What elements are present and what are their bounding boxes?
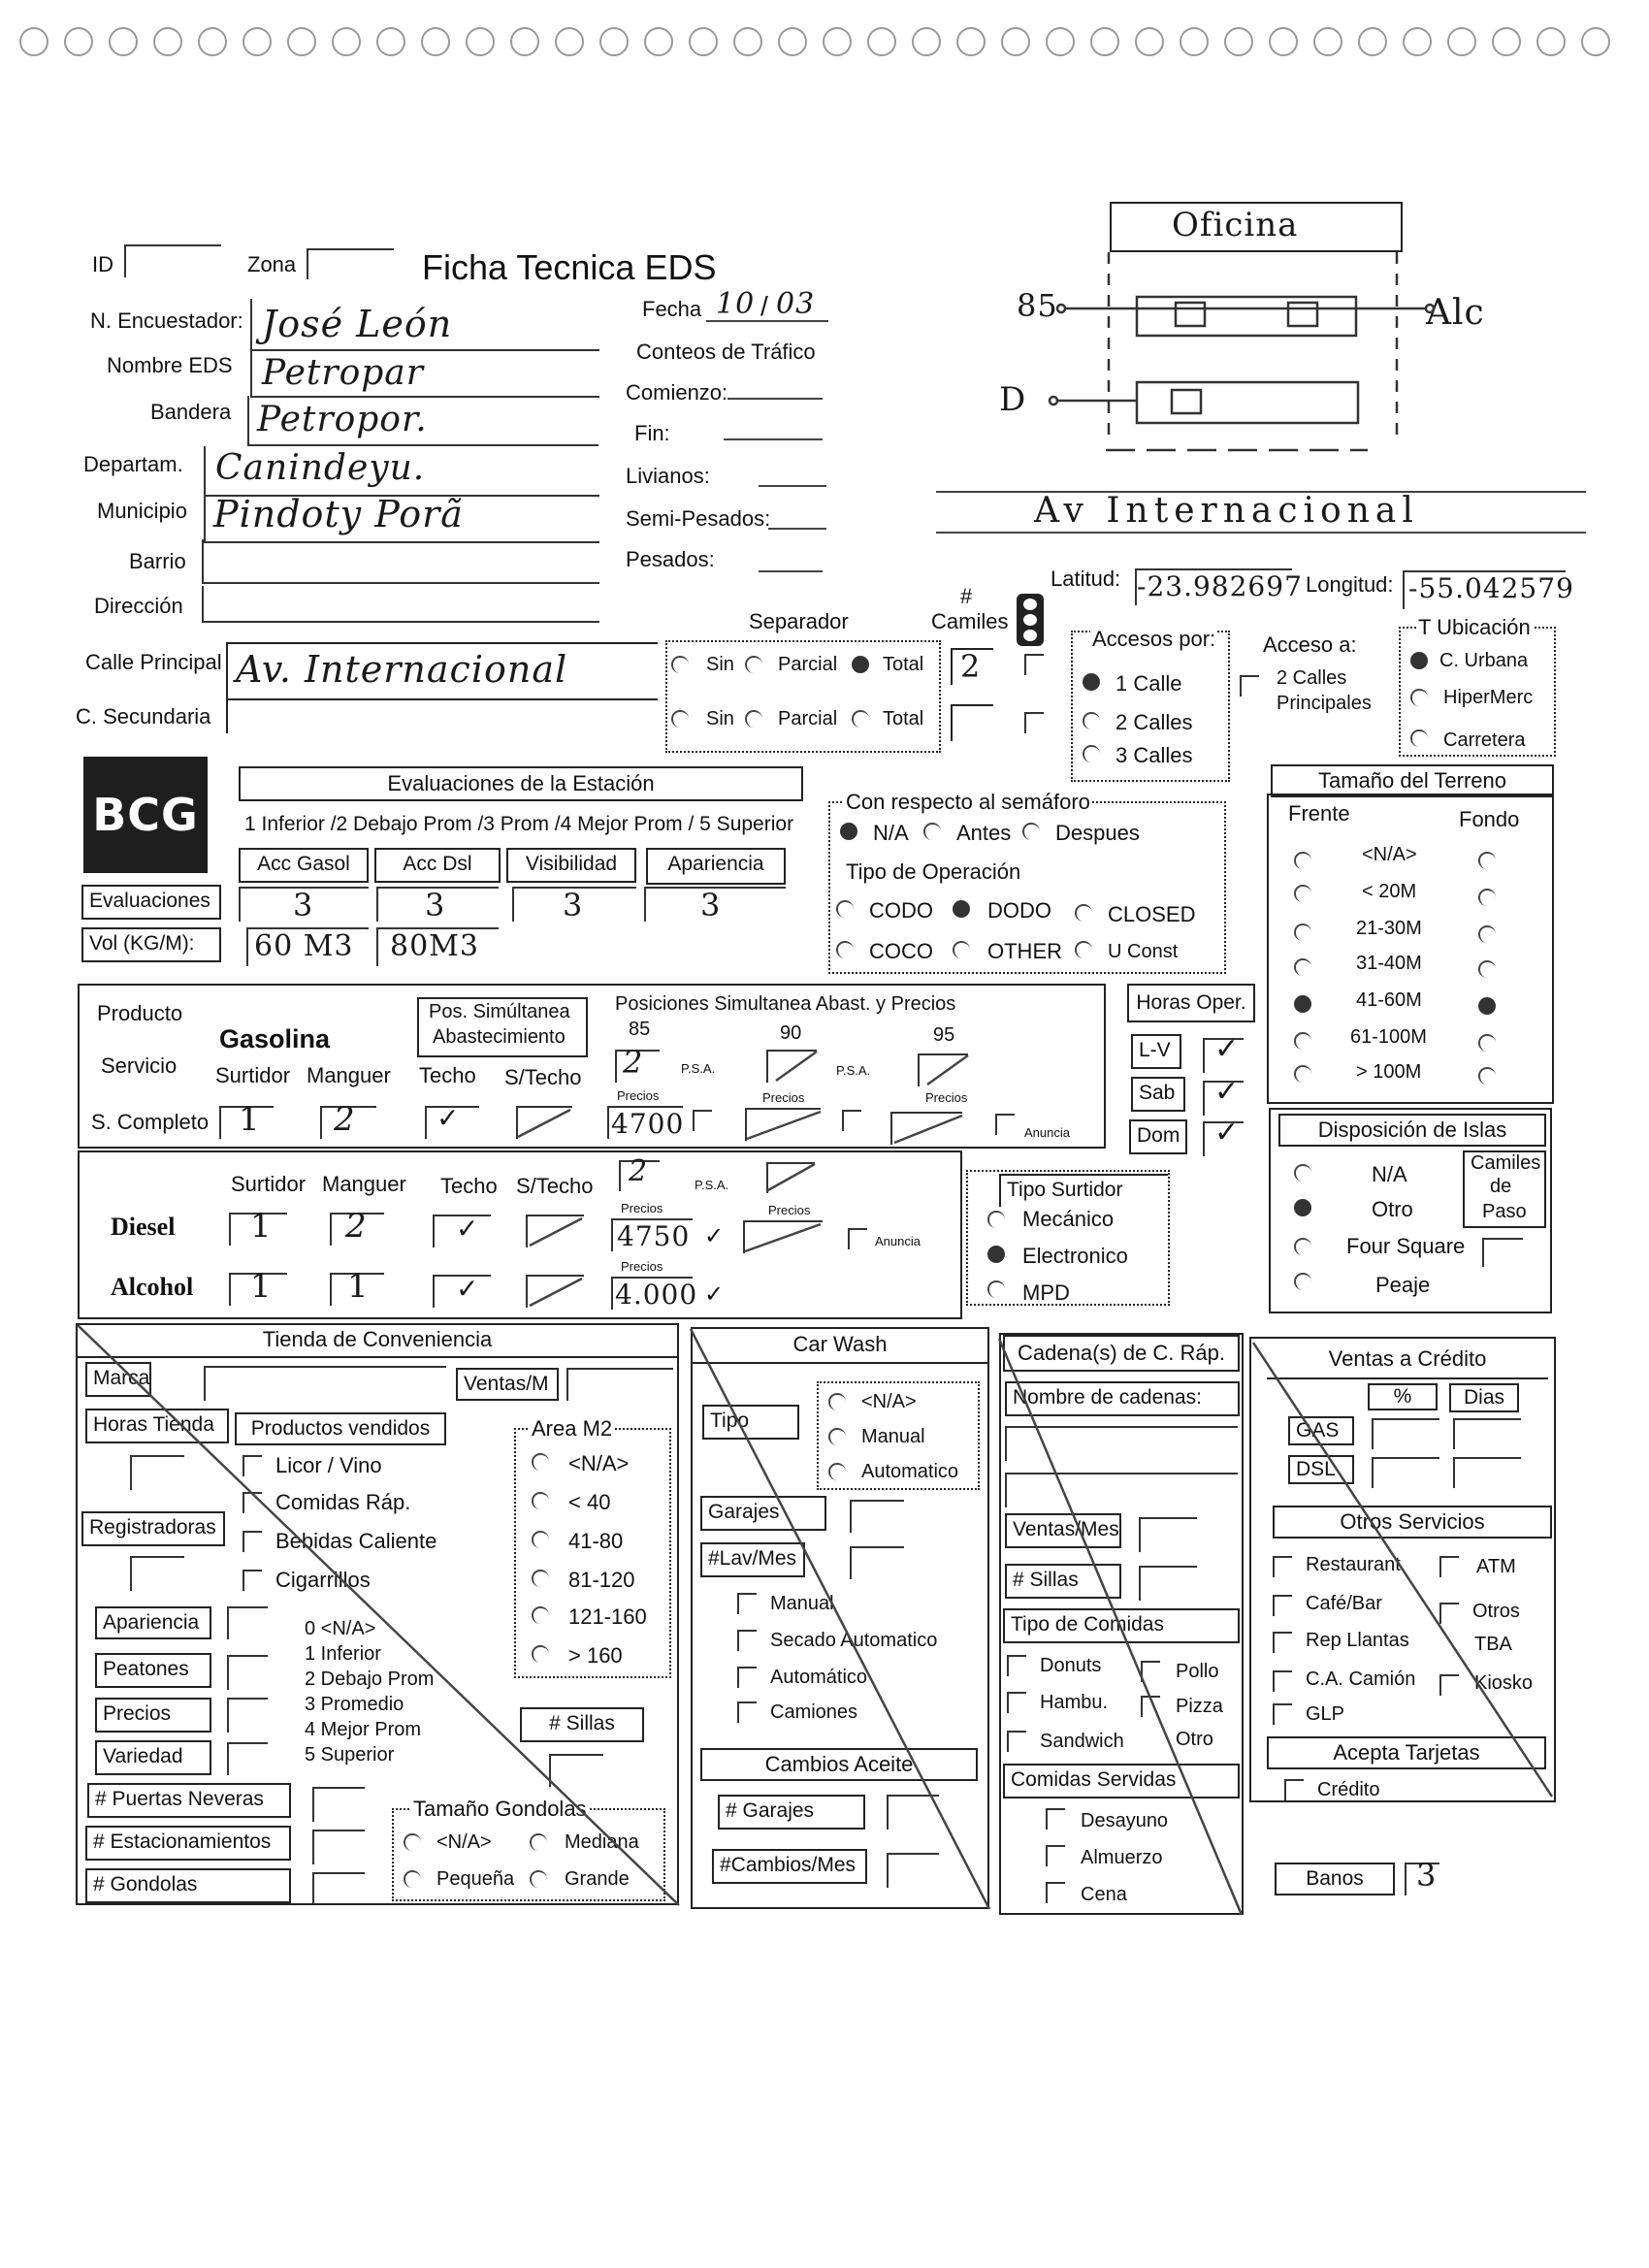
surtidor-mpd: MPD: [1022, 1280, 1070, 1305]
op-codo: CODO: [869, 898, 933, 923]
carwash-strike: [691, 1329, 989, 1909]
encuestador-label: N. Encuestador:: [90, 308, 243, 333]
municipio-label: Municipio: [97, 499, 187, 523]
prod-cigarrillos: Cigarrillos: [275, 1568, 371, 1592]
terreno-title: Tamaño del Terreno: [1271, 764, 1554, 797]
islas-peaje: Peaje: [1375, 1273, 1431, 1297]
cadenas-strike: [999, 1339, 1242, 1915]
carwash-garajes: Garajes: [700, 1496, 826, 1531]
tienda-estacionamientos: # Estacionamientos: [85, 1826, 291, 1861]
cambios-mes: #Cambios/Mes: [712, 1849, 867, 1884]
alc-precio-value: 4.000: [615, 1279, 698, 1311]
area-na: <N/A>: [568, 1451, 630, 1475]
sketch-left-top: 85: [1017, 287, 1058, 324]
tienda-title: Tienda de Conveniencia: [78, 1325, 677, 1358]
tienda-gondolas: # Gondolas: [85, 1868, 291, 1903]
pos-sim-precios: Posiciones Simultanea Abast. y Precios: [615, 993, 956, 1015]
fecha-month: 03: [776, 287, 816, 321]
camiles-paso-1: Camiles: [1471, 1152, 1541, 1174]
prod-comidas: Comidas Ráp.: [275, 1490, 411, 1514]
carwash-opt-camiones: Camiones: [770, 1701, 858, 1723]
ubicacion-urbana: C. Urbana: [1439, 650, 1529, 671]
departam-value: Canindeyu.: [215, 448, 426, 488]
eval-precios-label: Precios: [95, 1698, 211, 1733]
page-title: Ficha Tecnica EDS: [422, 247, 717, 287]
fin-label: Fin:: [634, 421, 670, 445]
alc-anuncia-check: ✓: [704, 1281, 725, 1308]
carwash-tipo: Tipo: [702, 1405, 799, 1440]
municipio-value: Pindoty Porã: [213, 493, 464, 535]
comida-donuts: Donuts: [1040, 1655, 1102, 1676]
sep1-camiles-value: 2: [960, 648, 982, 685]
sketch-oficina: Oficina: [1172, 206, 1299, 244]
horas-lv-check: ✓: [1214, 1032, 1241, 1066]
terreno-opt-0: <N/A>: [1362, 844, 1417, 865]
cadenas-ventas-mes: Ventas/Mes: [1005, 1513, 1121, 1548]
sep1-parcial: Parcial: [778, 654, 838, 675]
semaforo-title: Con respecto al semáforo: [846, 790, 1090, 814]
horas-sab: Sab: [1131, 1077, 1185, 1112]
islas-na: N/A: [1372, 1162, 1407, 1186]
gas-techo-header: Techo: [419, 1063, 476, 1087]
area-41-80: 41-80: [568, 1529, 624, 1553]
gas-precio85-value: 4700: [611, 1108, 685, 1140]
gas-precios-90-label: Precios: [762, 1090, 805, 1105]
otros-atm: ATM: [1476, 1556, 1516, 1577]
tarjetas-title: Acepta Tarjetas: [1267, 1736, 1546, 1769]
eval-apariencia-value: 3: [700, 887, 722, 923]
scale-3: 3 Promedio: [305, 1694, 404, 1715]
carwash-na: <N/A>: [861, 1391, 917, 1412]
gasolina-label: Gasolina: [219, 1024, 331, 1053]
ubicacion-carretera: Carretera: [1443, 729, 1526, 751]
horas-sab-check: ✓: [1214, 1075, 1241, 1109]
area-title: Area M2: [532, 1416, 613, 1441]
sketch-left-bottom: D: [999, 380, 1027, 419]
alc-surtidor-value: 1: [250, 1267, 273, 1306]
gas-psa-90: P.S.A.: [836, 1063, 871, 1078]
carwash-opt-automatico: Automático: [770, 1667, 868, 1688]
gas-techo-check: ✓: [436, 1102, 461, 1134]
tarjetas-credito: Crédito: [1317, 1779, 1380, 1800]
credito-gas: GAS: [1288, 1416, 1354, 1445]
cambios-garajes: # Garajes: [718, 1795, 865, 1830]
tienda-strike: [78, 1325, 679, 1905]
acceso-a-option-2: Principales: [1277, 693, 1372, 714]
cadenas-title: Cadena(s) de C. Ráp.: [1003, 1335, 1240, 1372]
octane-95: 95: [933, 1024, 955, 1046]
area-121-160: 121-160: [568, 1604, 647, 1629]
otros-title: Otros Servicios: [1273, 1506, 1552, 1539]
dsl-precios-label-2: Precios: [768, 1203, 811, 1217]
tienda-productos-title: Productos vendidos: [235, 1412, 446, 1445]
sep2-sin: Sin: [706, 708, 734, 729]
terreno-opt-5: 61-100M: [1350, 1026, 1427, 1048]
calle-principal-label: Calle Principal: [85, 650, 222, 674]
semaforo-despues: Despues: [1055, 821, 1140, 845]
diesel-label: Diesel: [111, 1213, 176, 1241]
tienda-horas: Horas Tienda: [85, 1409, 229, 1443]
header-apariencia: Apariencia: [646, 848, 786, 885]
id-label: ID: [92, 252, 113, 276]
producto-label: Producto: [97, 1001, 183, 1025]
header-acc-gasol: Acc Gasol: [239, 848, 369, 883]
carwash-opt-secado: Secado Automatico: [770, 1630, 938, 1651]
servicio-label: Servicio: [101, 1053, 178, 1078]
pesados-label: Pesados:: [626, 547, 715, 571]
semaforo-na: N/A: [873, 821, 909, 845]
banos-label: Banos: [1275, 1863, 1395, 1895]
terreno-opt-3: 31-40M: [1356, 953, 1422, 974]
cadenas-sillas: # Sillas: [1005, 1564, 1121, 1599]
gondola-mediana: Mediana: [565, 1831, 639, 1853]
surtidor-electronico: Electronico: [1022, 1244, 1128, 1268]
bcg-logo: BCG: [83, 757, 208, 873]
servidas-title: Comidas Servidas: [1003, 1764, 1240, 1798]
eval-variedad-label: Variedad: [95, 1740, 211, 1775]
surtidor-mecanico: Mecánico: [1022, 1207, 1115, 1231]
prod-licor: Licor / Vino: [275, 1453, 382, 1477]
sep1-sin: Sin: [706, 654, 734, 675]
dsl-surtidor-header: Surtidor: [231, 1172, 307, 1196]
departam-label: Departam.: [83, 452, 183, 476]
otros-tba: TBA: [1474, 1634, 1512, 1655]
bandera-value: Petropor.: [257, 400, 428, 439]
horas-dom: Dom: [1129, 1119, 1187, 1154]
tienda-ventas-m: Ventas/M: [456, 1368, 559, 1401]
eval-apariencia-label: Apariencia: [95, 1606, 211, 1639]
s-completo-label: S. Completo: [91, 1110, 210, 1134]
carwash-title: Car Wash: [693, 1329, 987, 1364]
dsl-techo-check: ✓: [456, 1213, 480, 1245]
servida-almuerzo: Almuerzo: [1081, 1847, 1163, 1868]
area-40: < 40: [568, 1490, 611, 1514]
gas-surtidor-header: Surtidor: [215, 1063, 291, 1087]
c-secundaria-label: C. Secundaria: [76, 704, 211, 729]
gas-pos85-value: 2: [623, 1044, 644, 1081]
credito-title: Ventas a Crédito: [1267, 1343, 1548, 1379]
latitud-value: -23.982697: [1137, 570, 1303, 602]
otros-restaurant: Restaurant: [1306, 1554, 1401, 1575]
carwash-manual: Manual: [861, 1426, 925, 1447]
gas-precios-85-label: Precios: [617, 1088, 660, 1103]
camiles-paso-2: de: [1490, 1176, 1512, 1197]
dsl-psa-label: P.S.A.: [695, 1178, 729, 1192]
cambios-title: Cambios Aceite: [700, 1748, 978, 1781]
sep2-total: Total: [883, 708, 924, 729]
area-81-120: 81-120: [568, 1568, 635, 1592]
prod-bebidas: Bebidas Caliente: [275, 1529, 437, 1553]
fecha-day: 10: [716, 287, 756, 321]
evaluaciones-scale: 1 Inferior /2 Debajo Prom /3 Prom /4 Mejor Prom / 5 Superior: [244, 813, 794, 835]
islas-otro: Otro: [1372, 1197, 1413, 1221]
terreno-opt-6: > 100M: [1356, 1061, 1422, 1083]
octane-85: 85: [629, 1019, 651, 1040]
dsl-precios-label: Precios: [621, 1201, 663, 1215]
credito-strike: [1253, 1343, 1552, 1797]
comida-pollo: Pollo: [1176, 1661, 1219, 1682]
otros-cafe: Café/Bar: [1306, 1593, 1382, 1614]
sketch-street: Av Internacional: [1034, 491, 1419, 531]
gondola-pequena: Pequeña: [436, 1868, 515, 1890]
horas-dom-check: ✓: [1214, 1116, 1241, 1150]
carwash-lavmes: #Lav/Mes: [700, 1542, 805, 1577]
surtidor-tipo-title: Tipo Surtidor: [999, 1174, 1168, 1207]
dsl-surtidor-value: 1: [250, 1207, 273, 1246]
evaluaciones-title: Evaluaciones de la Estación: [239, 766, 803, 801]
header-visibilidad: Visibilidad: [506, 848, 636, 883]
comida-hambu: Hambu.: [1040, 1692, 1109, 1713]
vol-label: Vol (KG/M):: [81, 927, 221, 962]
terreno-opt-4: 41-60M: [1356, 989, 1422, 1011]
op-dodo: DODO: [987, 898, 1051, 923]
scale-0: 0 <N/A>: [305, 1618, 376, 1639]
accesos-1calle: 1 Calle: [1116, 671, 1182, 696]
horas-title: Horas Oper.: [1127, 984, 1255, 1022]
separador-title: Separador: [749, 609, 849, 633]
eval-acc-dsl-value: 3: [425, 887, 446, 923]
sep2-parcial: Parcial: [778, 708, 838, 729]
credito-dias: Dias: [1449, 1383, 1519, 1412]
gas-psa-85: P.S.A.: [681, 1061, 716, 1076]
terreno-opt-1: < 20M: [1362, 881, 1417, 902]
comida-pizza: Pizza: [1176, 1696, 1223, 1717]
acceso-a-label: Acceso a:: [1263, 632, 1357, 657]
header-acc-dsl: Acc Dsl: [374, 848, 501, 883]
direccion-label: Dirección: [94, 594, 183, 618]
otros-kiosko: Kiosko: [1474, 1672, 1534, 1694]
operacion-title: Tipo de Operación: [846, 859, 1021, 884]
vol-gasol-value: 60 M3: [254, 929, 354, 963]
terreno-opt-2: 21-30M: [1356, 918, 1422, 939]
nombre-eds-value: Petropar: [262, 353, 424, 393]
barrio-label: Barrio: [129, 549, 186, 573]
servida-desayuno: Desayuno: [1081, 1810, 1169, 1831]
banos-value: 3: [1416, 1857, 1438, 1894]
area-160: > 160: [568, 1643, 623, 1668]
tienda-sillas: # Sillas: [520, 1707, 644, 1742]
gondola-grande: Grande: [565, 1868, 630, 1890]
scale-2: 2 Debajo Prom: [305, 1669, 435, 1690]
camiles-paso-3: Paso: [1482, 1201, 1527, 1222]
credito-pct: %: [1368, 1383, 1438, 1410]
scale-5: 5 Superior: [305, 1744, 395, 1766]
semaforo-antes: Antes: [956, 821, 1012, 845]
camiles-label: Camiles: [931, 609, 1009, 633]
scale-1: 1 Inferior: [305, 1643, 381, 1665]
islas-foursquare: Four Square: [1346, 1234, 1466, 1258]
pos-sim-line2: Abastecimiento: [433, 1026, 566, 1048]
carwash-opt-manual: Manual: [770, 1593, 834, 1614]
comida-otro: Otro: [1176, 1729, 1213, 1750]
bandera-label: Bandera: [150, 400, 232, 424]
cadenas-nombre: Nombre de cadenas:: [1005, 1381, 1240, 1416]
longitud-label: Longitud:: [1306, 572, 1394, 597]
alc-precios-label: Precios: [621, 1259, 663, 1274]
fecha-slash: /: [760, 291, 768, 321]
credito-dsl: DSL: [1288, 1455, 1354, 1484]
otros-llantas: Rep Llantas: [1306, 1630, 1409, 1651]
ubicacion-hipermerc: HiperMerc: [1443, 687, 1534, 708]
horas-lv: L-V: [1131, 1034, 1181, 1069]
otros-camion: C.A. Camión: [1306, 1669, 1416, 1690]
alc-manguer-value: 1: [347, 1267, 370, 1306]
encuestador-value: José León: [262, 303, 453, 345]
tienda-registradoras: Registradoras: [81, 1511, 225, 1546]
dsl-precio-value: 4750: [617, 1220, 691, 1252]
dsl-stecho-header: S/Techo: [516, 1174, 594, 1198]
accesos-title: Accesos por:: [1092, 627, 1216, 651]
op-uconst: U Const: [1108, 941, 1179, 962]
camiles-hash: #: [960, 584, 973, 608]
dsl-manguer-value: 2: [345, 1207, 368, 1246]
dsl-techo-header: Techo: [440, 1174, 498, 1198]
op-other: OTHER: [987, 939, 1062, 963]
accesos-2calles: 2 Calles: [1116, 710, 1193, 734]
calle-principal-value: Av. Internacional: [236, 648, 568, 691]
terreno-fondo: Fondo: [1459, 807, 1520, 831]
dsl-pos-value: 2: [629, 1154, 649, 1188]
dsl-anuncia-check: ✓: [704, 1223, 725, 1249]
conteos-label: Conteos de Tráfico: [636, 340, 816, 364]
ubicacion-title: T Ubicación: [1418, 615, 1531, 639]
gas-anuncia-label: Anuncia: [1024, 1125, 1070, 1140]
comienzo-label: Comienzo:: [626, 380, 728, 405]
eval-visibilidad-value: 3: [563, 887, 584, 923]
gas-surtidor-value: 1: [239, 1100, 261, 1139]
livianos-label: Livianos:: [626, 464, 710, 488]
eval-peatones-label: Peatones: [95, 1653, 211, 1688]
otros-otros: Otros: [1472, 1601, 1520, 1622]
comida-sandwich: Sandwich: [1040, 1731, 1124, 1752]
tienda-puertas: # Puertas Neveras: [87, 1783, 291, 1818]
carwash-auto: Automatico: [861, 1461, 959, 1482]
nombre-eds-label: Nombre EDS: [107, 353, 233, 377]
sep1-total: Total: [883, 654, 924, 675]
alc-techo-check: ✓: [456, 1273, 480, 1305]
longitud-value: -55.042579: [1408, 572, 1574, 604]
evaluaciones-row-label: Evaluaciones: [81, 885, 221, 920]
tienda-marca: Marca: [85, 1362, 151, 1397]
terreno-frente: Frente: [1288, 801, 1350, 826]
cadenas-tipo-comidas: Tipo de Comidas: [1003, 1608, 1240, 1643]
op-closed: CLOSED: [1108, 902, 1196, 926]
scale-4: 4 Mejor Prom: [305, 1719, 422, 1740]
otros-glp: GLP: [1306, 1703, 1345, 1725]
servida-cena: Cena: [1081, 1884, 1127, 1905]
gas-stecho-header: S/Techo: [504, 1065, 582, 1089]
dsl-anuncia-label: Anuncia: [875, 1234, 921, 1248]
vol-dsl-value: 80M3: [390, 929, 479, 963]
octane-90: 90: [780, 1022, 802, 1044]
gas-manguer-value: 2: [334, 1100, 356, 1139]
semi-label: Semi-Pesados:: [626, 506, 771, 531]
fecha-label: Fecha: [642, 297, 702, 321]
op-coco: COCO: [869, 939, 933, 963]
accesos-3calles: 3 Calles: [1116, 743, 1193, 767]
dsl-manguer-header: Manguer: [322, 1172, 406, 1196]
gas-precios-95-label: Precios: [925, 1090, 968, 1105]
gondolas-title: Tamaño Gondolas: [413, 1797, 587, 1821]
zona-label: Zona: [247, 252, 297, 276]
gondola-na: <N/A>: [436, 1831, 492, 1853]
acceso-a-option-1: 2 Calles: [1277, 667, 1347, 689]
eval-acc-gasol-value: 3: [293, 887, 314, 923]
gas-manguer-header: Manguer: [307, 1063, 391, 1087]
latitud-label: Latitud:: [1051, 567, 1121, 591]
islas-title: Disposición de Islas: [1278, 1114, 1546, 1147]
pos-sim-line1: Pos. Simúltanea: [429, 1001, 570, 1022]
alcohol-label: Alcohol: [111, 1273, 194, 1301]
sketch-right-top: Alc: [1426, 293, 1485, 333]
